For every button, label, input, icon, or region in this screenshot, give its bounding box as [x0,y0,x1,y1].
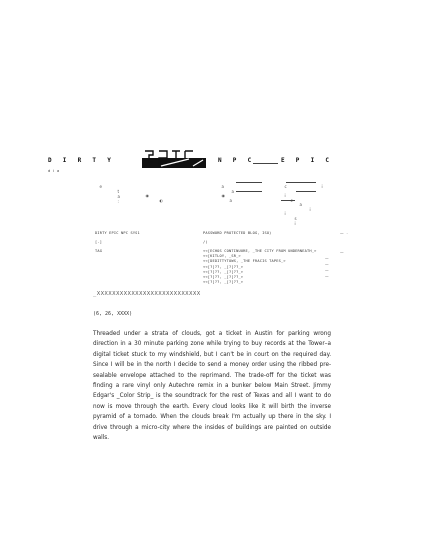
menu-symbol[interactable]: t [117,189,120,194]
menu-symbol[interactable]: e [99,184,103,189]
password-sub: /) [203,240,208,244]
post-divider: _XXXXXXXXXXXXXXXXXXXXXXXXXXX [93,291,201,297]
side-mark: — [325,268,329,272]
menu-symbol[interactable]: i [284,193,287,198]
menu-symbol[interactable]: a [117,194,121,199]
menu-line [236,182,262,183]
menu-right-row-1c[interactable] [318,179,323,189]
menu-line [236,191,262,192]
link-item[interactable]: <<[KITLOY, _SR_> [203,254,241,259]
side-mark: — [325,262,329,266]
link-item[interactable]: <<[?]??, _[?]??_> [203,275,244,280]
menu-symbol[interactable]: i [294,221,297,226]
menu-row-1[interactable] [96,179,121,204]
menu-line [286,182,316,183]
password-note: PASSWORD PROTECTED BLOG, ISO) [203,231,272,235]
menu-symbol[interactable]: s [294,216,298,221]
link-item[interactable]: <<[?]??, _[?]??_> [203,280,244,285]
side-mark: — [325,256,329,260]
menu-symbol[interactable]: a [299,202,303,207]
menu-right-row-3[interactable] [296,197,311,212]
menu-symbol[interactable]: a [221,184,225,189]
menu-symbol[interactable]: : [117,199,120,204]
link-list [203,249,316,285]
menu-right-row-2[interactable] [218,188,233,203]
menu-right-row-4[interactable] [281,206,297,226]
link-item[interactable]: <<[?]??, _[?]??_> [203,264,244,269]
menu-symbol[interactable]: i [321,184,324,189]
blog-title-left[interactable]: DIRTY [48,157,123,164]
blog-name: DIRTY EPIC NPC SYS1 [95,231,140,235]
menu-line [281,200,295,201]
menu-symbol[interactable]: i [309,207,312,212]
menu-row-2[interactable] [142,188,164,203]
menu-icon[interactable]: ◐ [159,198,164,203]
link-item[interactable]: <<[DEDITTYTOWS, _THE FRACIS TAPES_> [203,259,286,264]
blog-title-npc[interactable]: NPC [218,157,263,164]
title-underline [253,163,278,164]
blog-title-epic[interactable]: EPIC [281,157,341,164]
menu-symbol[interactable]: a [231,189,235,194]
link-item[interactable]: <<[ECHOS CONTINUURE, _THE CITY FROM UNDERNEATH_> [203,249,317,253]
link-item[interactable]: <<[?]??, _[?]??_> [203,269,244,274]
menu-line [296,191,316,192]
tag-label: TAG [95,249,103,253]
side-mark: — . [340,231,348,235]
side-mark: — [325,274,329,278]
post-date[interactable]: (6, 26, XXXX) [93,311,133,317]
subline-left: d i a [48,169,60,173]
post-body: Threaded under a strata of clouds, got a ticket in Austin for parking wrong direction in a 30 minute parking zone while trying to buy records at the Tower–a digital ticket stuck to my windshield, but I can't be in court on the required day. Since I will be in the north I decide to send a money order using the ribbed pre-sealable envelope attached to the reprimand. The trade-off for the ticket was finding a rare vinyl only Autechre remix in a bunker below Main Street. Jimmy Edgar's _Color Strip_ is the soundtrack for the rest of Texas and all I want to do now is move through the earth. Every cloud looks like it will birth the inverse pyramid of a tornado. When the clouds break I'm actually up there in the sky. I drive through a micro-city where the insides of buildings are painted on outside walls. [93,331,331,442]
menu-symbol[interactable]: a [229,198,233,203]
bracket-toggle[interactable]: [-] [95,240,103,244]
menu-icon[interactable]: ◉ [221,193,226,198]
menu-icon[interactable]: ◉ [145,193,150,198]
menu-symbol[interactable]: c [284,184,288,189]
menu-symbol[interactable]: i [284,211,287,216]
epic-logo[interactable] [141,149,207,169]
side-mark: — [340,250,344,254]
menu-symbol[interactable]: c [290,198,294,203]
